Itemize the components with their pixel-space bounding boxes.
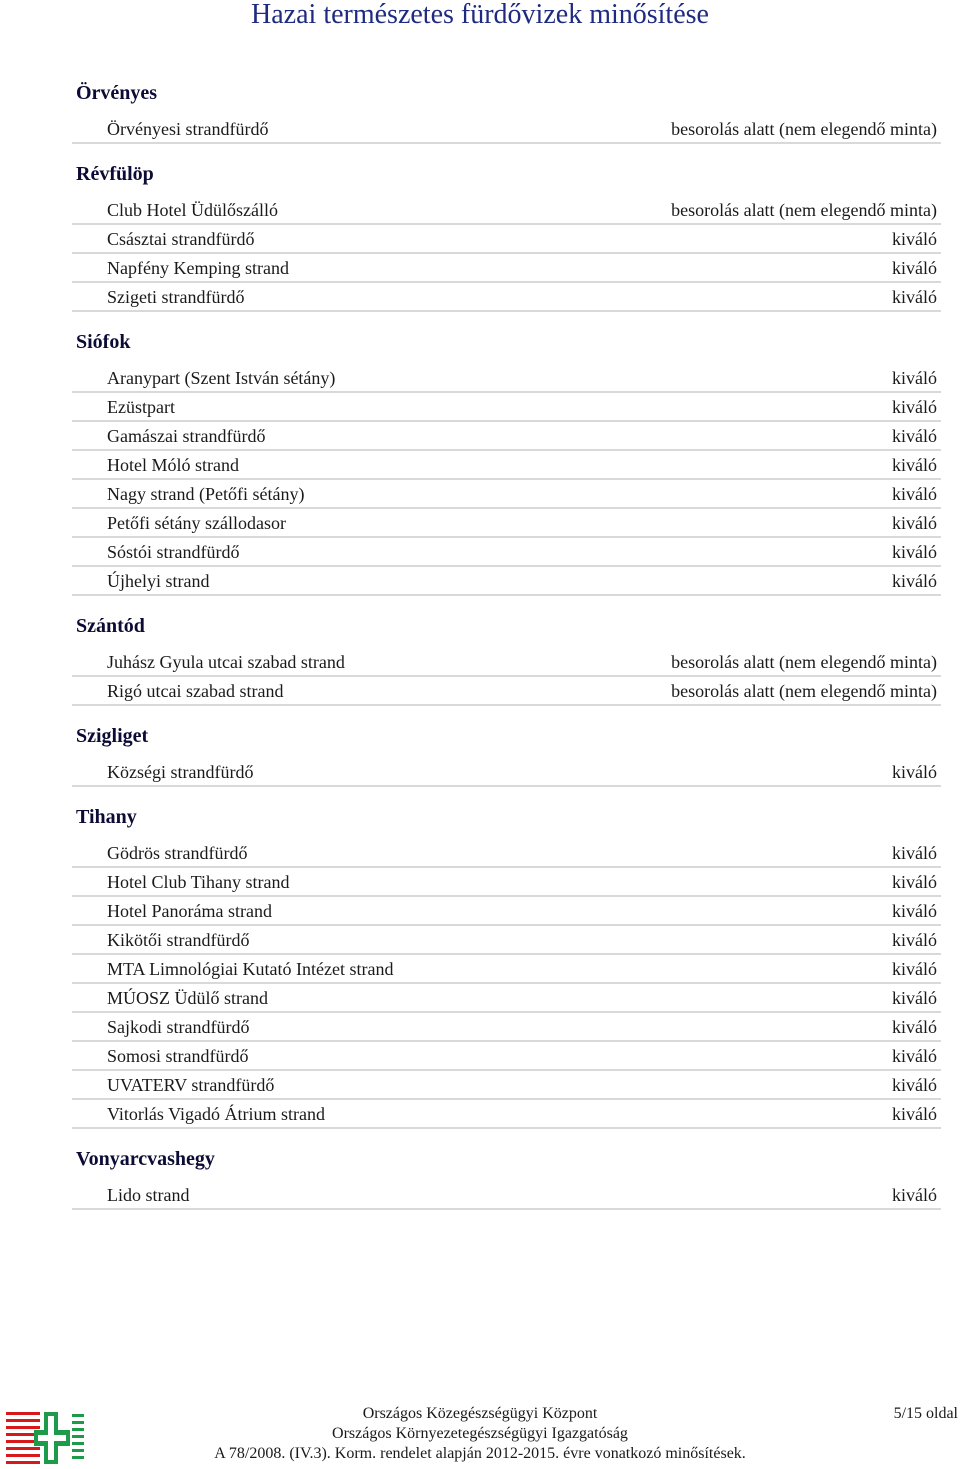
city-section — [72, 320, 941, 604]
beach-name: Hotel Club Tihany strand — [107, 872, 290, 892]
city-name: Örvényes — [76, 82, 158, 104]
beach-rating: kiváló — [892, 287, 937, 307]
beach-row — [72, 451, 941, 480]
beach-list — [72, 648, 941, 706]
beach-row — [72, 509, 941, 538]
beach-rating: kiváló — [892, 455, 937, 475]
beach-name: Gödrös strandfürdő — [107, 843, 248, 863]
city-section — [72, 71, 941, 152]
page-footer — [0, 1400, 960, 1469]
beach-row — [72, 868, 941, 897]
city-name: Szántód — [76, 615, 145, 637]
beach-name: Szigeti strandfürdő — [107, 287, 245, 307]
section-gap — [72, 144, 941, 152]
page-number: 5/15 oldal — [893, 1405, 958, 1422]
beach-rating: kiváló — [892, 988, 937, 1008]
beach-rating: kiváló — [892, 397, 937, 417]
beach-row — [72, 1013, 941, 1042]
beach-rating: kiváló — [892, 1017, 937, 1037]
city-name: Tihany — [76, 806, 137, 828]
city-name: Siófok — [76, 331, 131, 353]
beach-rating: kiváló — [892, 930, 937, 950]
beach-name: Lido strand — [107, 1185, 190, 1205]
beach-rating: kiváló — [892, 901, 937, 921]
beach-name: Községi strandfürdő — [107, 762, 254, 782]
beach-rating: kiváló — [892, 368, 937, 388]
beach-list — [72, 115, 941, 144]
city-name: Révfülöp — [76, 163, 154, 185]
city-section — [72, 1137, 941, 1218]
beach-name: Sajkodi strandfürdő — [107, 1017, 250, 1037]
beach-rating: kiváló — [892, 571, 937, 591]
beach-name: Ezüstpart — [107, 397, 175, 417]
section-gap — [72, 312, 941, 320]
beach-list — [72, 758, 941, 787]
beach-row — [72, 758, 941, 787]
city-section — [72, 604, 941, 714]
beach-list — [72, 196, 941, 312]
beach-name: Kikötői strandfürdő — [107, 930, 250, 950]
beach-name: Nagy strand (Petőfi sétány) — [107, 484, 305, 504]
beach-name: Gamászai strandfürdő — [107, 426, 266, 446]
beach-row — [72, 1071, 941, 1100]
city-section — [72, 795, 941, 1137]
beach-rating: kiváló — [892, 542, 937, 562]
city-section — [72, 152, 941, 320]
beach-rating: kiváló — [892, 959, 937, 979]
beach-row — [72, 677, 941, 706]
beach-row — [72, 1181, 941, 1210]
beach-name: MTA Limnológiai Kutató Intézet strand — [107, 959, 394, 979]
rating-list — [72, 71, 941, 1218]
beach-name: Club Hotel Üdülőszálló — [107, 200, 278, 220]
beach-row — [72, 393, 941, 422]
footer-legal-note: A 78/2008. (IV.3). Korm. rendelet alapján 2012-2015. évre vonatkozó minősítések. — [214, 1445, 746, 1462]
beach-name: Somosi strandfürdő — [107, 1046, 249, 1066]
beach-name: Újhelyi strand — [107, 571, 210, 591]
beach-row — [72, 225, 941, 254]
city-name: Vonyarcvashegy — [76, 1148, 215, 1170]
section-gap — [72, 596, 941, 604]
beach-row — [72, 955, 941, 984]
beach-rating: kiváló — [892, 762, 937, 782]
beach-row — [72, 926, 941, 955]
footer-directorate: Országos Környezetegészségügyi Igazgatóság — [332, 1425, 628, 1442]
beach-name: Napfény Kemping strand — [107, 258, 289, 278]
beach-rating: kiváló — [892, 229, 937, 249]
beach-name: Sóstói strandfürdő — [107, 542, 240, 562]
beach-rating: kiváló — [892, 258, 937, 278]
beach-rating: besorolás alatt (nem elegendő minta) — [671, 200, 937, 220]
section-gap — [72, 1210, 941, 1218]
city-section — [72, 714, 941, 795]
beach-rating: besorolás alatt (nem elegendő minta) — [671, 119, 937, 139]
beach-name: Hotel Móló strand — [107, 455, 239, 475]
beach-rating: kiváló — [892, 1075, 937, 1095]
beach-row — [72, 196, 941, 225]
beach-rating: kiváló — [892, 513, 937, 533]
footer-text — [190, 1404, 770, 1464]
beach-rating: kiváló — [892, 484, 937, 504]
beach-rating: kiváló — [892, 1046, 937, 1066]
beach-list — [72, 1181, 941, 1210]
section-gap — [72, 787, 941, 795]
beach-row — [72, 1100, 941, 1129]
beach-row — [72, 984, 941, 1013]
beach-row — [72, 254, 941, 283]
beach-row — [72, 538, 941, 567]
beach-row — [72, 648, 941, 677]
beach-rating: besorolás alatt (nem elegendő minta) — [671, 681, 937, 701]
health-cross-logo-icon — [6, 1410, 86, 1466]
beach-row — [72, 897, 941, 926]
beach-row — [72, 115, 941, 144]
city-name: Szigliget — [76, 725, 149, 747]
beach-rating: kiváló — [892, 843, 937, 863]
beach-rating: besorolás alatt (nem elegendő minta) — [671, 652, 937, 672]
beach-name: Juhász Gyula utcai szabad strand — [107, 652, 345, 672]
beach-row — [72, 283, 941, 312]
beach-name: Hotel Panoráma strand — [107, 901, 272, 921]
beach-row — [72, 567, 941, 596]
beach-row — [72, 1042, 941, 1071]
beach-row — [72, 839, 941, 868]
beach-name: Rigó utcai szabad strand — [107, 681, 284, 701]
footer-organization: Országos Közegészségügyi Központ — [362, 1405, 598, 1422]
beach-name: MÚOSZ Üdülő strand — [107, 988, 268, 1008]
beach-name: Aranypart (Szent István sétány) — [107, 368, 336, 388]
beach-row — [72, 480, 941, 509]
beach-name: Vitorlás Vigadó Átrium strand — [107, 1104, 325, 1124]
beach-rating: kiváló — [892, 1104, 937, 1124]
beach-name: Petőfi sétány szállodasor — [107, 513, 286, 533]
beach-row — [72, 422, 941, 451]
beach-list — [72, 364, 941, 596]
beach-rating: kiváló — [892, 872, 937, 892]
section-gap — [72, 706, 941, 714]
beach-list — [72, 839, 941, 1129]
beach-rating: kiváló — [892, 426, 937, 446]
beach-name: Örvényesi strandfürdő — [107, 119, 269, 139]
beach-name: UVATERV strandfürdő — [107, 1075, 275, 1095]
beach-rating: kiváló — [892, 1185, 937, 1205]
beach-row — [72, 364, 941, 393]
beach-name: Császtai strandfürdő — [107, 229, 255, 249]
page-title: Hazai természetes fürdővizek minősítése — [251, 0, 709, 30]
section-gap — [72, 1129, 941, 1137]
